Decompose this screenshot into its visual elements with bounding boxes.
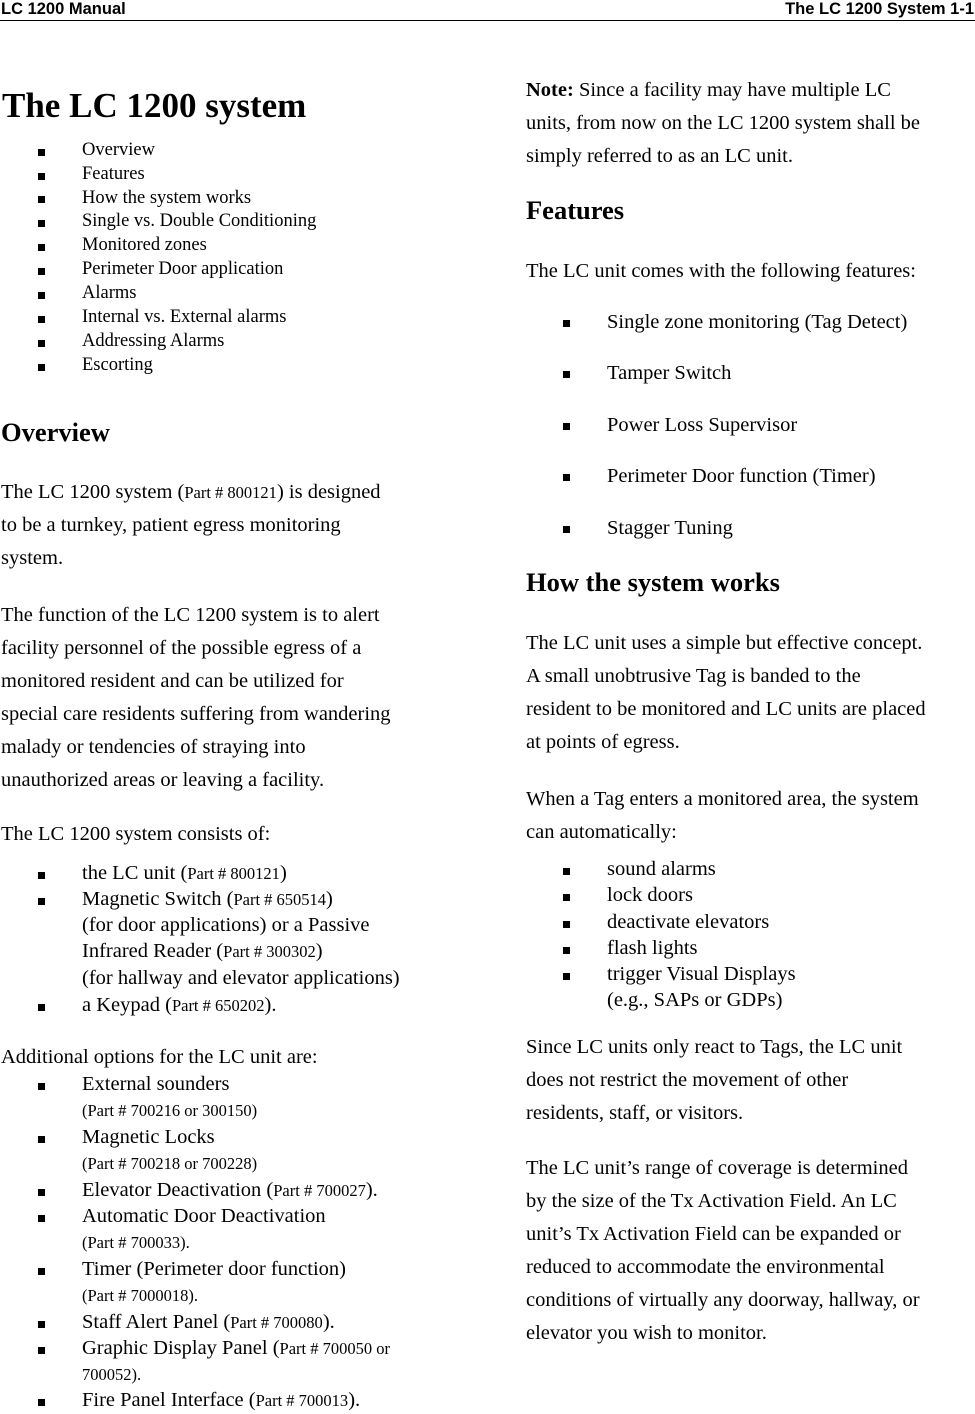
coverage-paragraph-line: reduced to accommodate the environmental (526, 1256, 885, 1278)
bullet-icon (38, 149, 45, 156)
option-item: Automatic Door Deactivation (82, 1205, 326, 1227)
component-item-continued: Infrared Reader (Part # 300302) (82, 940, 323, 962)
component-item-continued: (for door applications) or a Passive (82, 914, 370, 936)
feature-item: Single zone monitoring (Tag Detect) (607, 311, 908, 333)
how-paragraph-line: resident to be monitored and LC units are placed (526, 698, 926, 720)
option-part-number: (Part # 700216 or 300150) (82, 1101, 258, 1120)
bullet-icon (563, 371, 570, 378)
feature-item: Perimeter Door function (Timer) (607, 465, 876, 487)
option-part-number: 700052). (82, 1365, 142, 1384)
action-item: lock doors (607, 884, 693, 906)
bullet-icon (563, 894, 570, 901)
bullet-icon (563, 973, 570, 980)
feature-item: Stagger Tuning (607, 517, 733, 539)
page-title: The LC 1200 system (2, 86, 307, 125)
how-it-works-heading: How the system works (526, 567, 780, 597)
how-paragraph-line: can automatically: (526, 821, 677, 843)
component-item: the LC unit (Part # 800121) (82, 862, 287, 884)
option-part-number: (Part # 7000018). (82, 1286, 198, 1305)
toc-item: Monitored zones (82, 235, 207, 255)
function-paragraph-line: facility personnel of the possible egress of a (1, 637, 362, 659)
option-item: Magnetic Locks (82, 1126, 215, 1148)
coverage-paragraph-line: unit’s Tx Activation Field can be expanded or (526, 1223, 901, 1245)
option-part-number: (Part # 700218 or 700228) (82, 1154, 258, 1173)
option-item: Elevator Deactivation (Part # 700027). (82, 1179, 378, 1201)
how-paragraph-line: does not restrict the movement of other (526, 1069, 849, 1091)
page-number: The LC 1200 System 1-1 (785, 0, 974, 18)
manual-title: LC 1200 Manual (1, 0, 126, 18)
features-heading: Features (526, 195, 625, 225)
option-item: Staff Alert Panel (Part # 700080). (82, 1311, 335, 1333)
how-paragraph-line: When a Tag enters a monitored area, the system (526, 788, 919, 810)
bullet-icon (38, 173, 45, 180)
overview-paragraph-line: The LC 1200 system (Part # 800121) is designed (1, 481, 381, 503)
function-paragraph-line: special care residents suffering from wandering (1, 703, 391, 725)
bullet-icon (38, 196, 45, 203)
component-item-continued: (for hallway and elevator applications) (82, 967, 400, 989)
bullet-icon (38, 1136, 45, 1143)
action-item: sound alarms (607, 858, 716, 880)
toc-item: Perimeter Door application (82, 259, 284, 279)
how-paragraph-line: The LC unit uses a simple but effective concept. (526, 632, 923, 654)
action-item-continued: (e.g., SAPs or GDPs) (607, 989, 783, 1011)
bullet-icon (38, 1399, 45, 1406)
feature-item: Power Loss Supervisor (607, 414, 798, 436)
bullet-icon (38, 872, 45, 879)
toc-item: How the system works (82, 188, 252, 208)
how-paragraph-line: A small unobtrusive Tag is banded to the (526, 665, 861, 687)
function-paragraph-line: malady or tendencies of straying into (1, 736, 306, 758)
function-paragraph-line: monitored resident and can be utilized for (1, 670, 344, 692)
component-item: Magnetic Switch (Part # 650514) (82, 888, 333, 910)
action-item: trigger Visual Displays (607, 963, 796, 985)
coverage-paragraph-line: elevator you wish to monitor. (526, 1322, 767, 1344)
consists-of-label: The LC 1200 system consists of: (1, 823, 271, 845)
note-line: units, from now on the LC 1200 system shall be (526, 112, 921, 134)
note-line: simply referred to as an LC unit. (526, 145, 794, 167)
how-paragraph-line: at points of egress. (526, 731, 680, 753)
component-item: a Keypad (Part # 650202). (82, 994, 277, 1016)
note-line: Note: Since a facility may have multiple LC (526, 79, 891, 101)
bullet-icon (38, 316, 45, 323)
option-item: Timer (Perimeter door function) (82, 1258, 346, 1280)
bullet-icon (38, 220, 45, 227)
bullet-icon (563, 423, 570, 430)
bullet-icon (563, 868, 570, 875)
bullet-icon (563, 921, 570, 928)
option-part-number: (Part # 700033). (82, 1233, 190, 1252)
toc-item: Features (82, 164, 145, 184)
coverage-paragraph-line: The LC unit’s range of coverage is determined (526, 1157, 908, 1179)
features-intro: The LC unit comes with the following features: (526, 260, 916, 282)
coverage-paragraph-line: by the size of the Tx Activation Field. An LC (526, 1190, 897, 1212)
overview-paragraph-line: to be a turnkey, patient egress monitoring (1, 514, 341, 536)
bullet-icon (563, 526, 570, 533)
function-paragraph-line: unauthorized areas or leaving a facility. (1, 769, 325, 791)
toc-item: Alarms (82, 283, 137, 303)
bullet-icon (38, 292, 45, 299)
bullet-icon (38, 1347, 45, 1354)
bullet-icon (563, 320, 570, 327)
bullet-icon (563, 947, 570, 954)
bullet-icon (38, 1268, 45, 1275)
option-item: External sounders (82, 1073, 230, 1095)
bullet-icon (38, 340, 45, 347)
how-paragraph-line: residents, staff, or visitors. (526, 1102, 744, 1124)
bullet-icon (38, 1004, 45, 1011)
option-item: Graphic Display Panel (Part # 700050 or (82, 1337, 390, 1359)
feature-item: Tamper Switch (607, 362, 732, 384)
overview-paragraph-line: system. (1, 547, 64, 569)
additional-options-label: Additional options for the LC unit are: (1, 1046, 318, 1068)
bullet-icon (38, 244, 45, 251)
bullet-icon (38, 364, 45, 371)
coverage-paragraph-line: conditions of virtually any doorway, hallway, or (526, 1289, 920, 1311)
action-item: deactivate elevators (607, 911, 770, 933)
page-header (0, 0, 975, 21)
toc-item: Addressing Alarms (82, 331, 225, 351)
option-item: Fire Panel Interface (Part # 700013). (82, 1389, 361, 1411)
toc-item: Escorting (82, 355, 153, 375)
bullet-icon (38, 1321, 45, 1328)
toc-item: Single vs. Double Conditioning (82, 211, 317, 231)
how-paragraph-line: Since LC units only react to Tags, the LC unit (526, 1036, 903, 1058)
bullet-icon (38, 1189, 45, 1196)
action-item: flash lights (607, 937, 698, 959)
bullet-icon (38, 1215, 45, 1222)
function-paragraph-line: The function of the LC 1200 system is to alert (1, 604, 380, 626)
toc-item: Internal vs. External alarms (82, 307, 287, 327)
bullet-icon (38, 1083, 45, 1090)
toc-item: Overview (82, 140, 155, 160)
bullet-icon (563, 474, 570, 481)
bullet-icon (38, 898, 45, 905)
overview-heading: Overview (1, 417, 110, 447)
bullet-icon (38, 268, 45, 275)
